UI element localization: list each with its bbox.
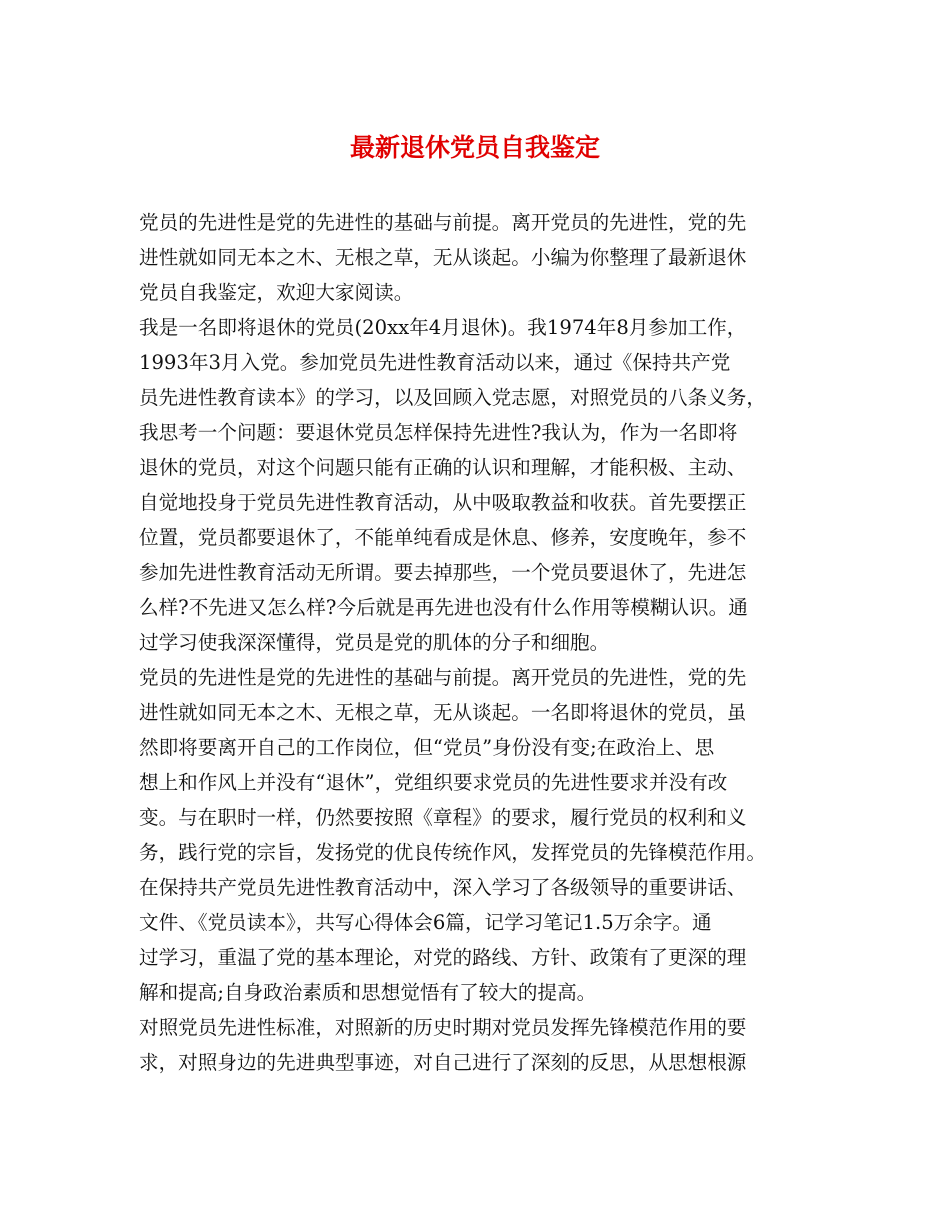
body-line: 参加先进性教育活动无所谓。要去掉那些，一个党员要退休了，先进怎: [139, 561, 747, 584]
body-line: 党员的先进性是党的先进性的基础与前提。离开党员的先进性，党的先: [139, 211, 747, 234]
body-line: 在保持共产党员先进性教育活动中，深入学习了各级领导的重要讲话、: [139, 876, 747, 899]
body-line: 党员的先进性是党的先进性的基础与前提。离开党员的先进性，党的先: [139, 666, 747, 689]
body-line: 位置，党员都要退休了，不能单纯看成是休息、修养，安度晚年，参不: [139, 526, 747, 549]
body-line: 文件、《党员读本》，共写心得体会6篇，记学习笔记1.5万余字。通: [139, 911, 712, 934]
body-line: 我是一名即将退休的党员(20xx年4月退休)。我1974年8月参加工作，: [139, 316, 747, 339]
body-line: 过学习，重温了党的基本理论，对党的路线、方针、政策有了更深的理: [139, 946, 747, 969]
body-line: 务，践行党的宗旨，发扬党的优良传统作风，发挥党员的先锋模范作用。: [139, 841, 766, 864]
body-line: 想上和作风上并没有“退休”，党组织要求党员的先进性要求并没有改: [139, 771, 728, 794]
document-title: 最新退休党员自我鉴定: [349, 133, 600, 162]
body-line: 进性就如同无本之木、无根之草，无从谈起。小编为你整理了最新退休: [139, 246, 747, 269]
body-line: 员先进性教育读本》的学习，以及回顾入党志愿，对照党员的八条义务，: [139, 386, 766, 409]
body-line: 变。与在职时一样，仍然要按照《章程》的要求，履行党员的权利和义: [139, 806, 747, 829]
body-line: 解和提高;自身政治素质和思想觉悟有了较大的提高。: [139, 981, 597, 1004]
body-line: 过学习使我深深懂得，党员是党的肌体的分子和细胞。: [139, 631, 610, 654]
body-line: 么样?不先进又怎么样?今后就是再先进也没有什么作用等模糊认识。通: [139, 596, 748, 619]
body-line: 党员自我鉴定，欢迎大家阅读。: [139, 281, 414, 304]
body-line: 我思考一个问题：要退休党员怎样保持先进性?我认为，作为一名即将: [139, 421, 738, 444]
body-line: 1993年3月入党。参加党员先进性教育活动以来，通过《保持共产党: [139, 351, 731, 374]
body-line: 求，对照身边的先进典型事迹，对自己进行了深刻的反思，从思想根源: [139, 1051, 747, 1074]
body-line: 自觉地投身于党员先进性教育活动，从中吸取教益和收获。首先要摆正: [139, 491, 747, 514]
body-line: 进性就如同无本之木、无根之草，无从谈起。一名即将退休的党员，虽: [139, 701, 747, 724]
body-line: 然即将要离开自己的工作岗位，但“党员”身份没有变;在政治上、思: [139, 736, 715, 759]
body-line: 对照党员先进性标准，对照新的历史时期对党员发挥先锋模范作用的要: [139, 1016, 747, 1039]
body-line: 退休的党员，对这个问题只能有正确的认识和理解，才能积极、主动、: [139, 456, 747, 479]
